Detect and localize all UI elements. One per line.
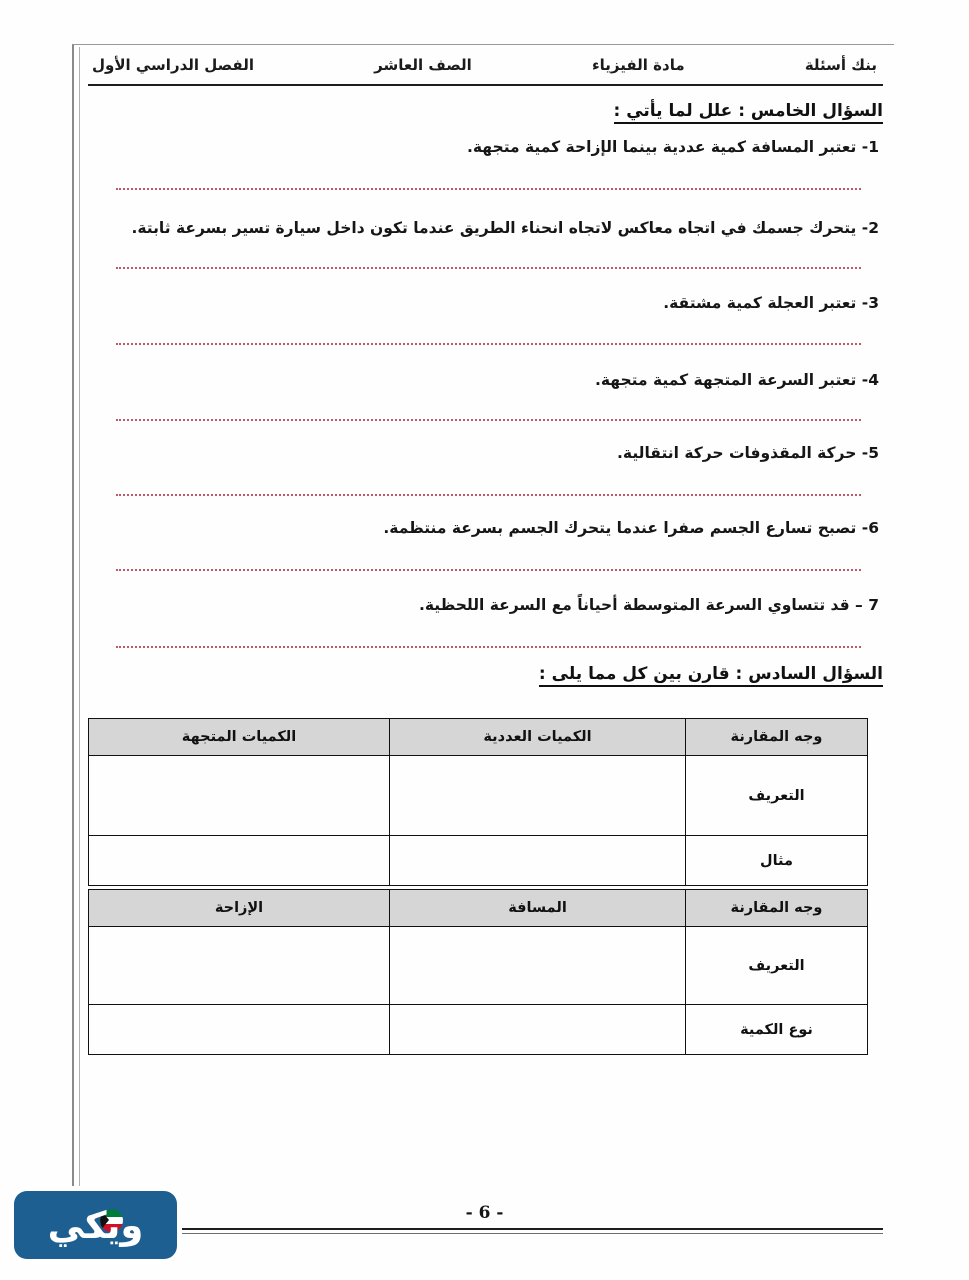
footer-divider-rule [88, 1228, 883, 1230]
table-two-cell-definition-distance[interactable] [390, 927, 686, 1005]
table-two-header-distance: المسافة [390, 890, 686, 927]
question-five-item-2: 2- يتحرك جسمك في اتجاه معاكس لاتجاه انحناء الطريق عندما تكون داخل سيارة تسير بسرعة ثابتة. [131, 219, 879, 237]
comparison-table-scalar-vector [88, 718, 868, 886]
table-two-cell-quantity-type-displacement[interactable] [89, 1005, 390, 1055]
page-number: - 6 - [465, 1203, 504, 1223]
wiki-watermark-badge [14, 1191, 177, 1259]
table-row [89, 756, 868, 836]
answer-line-2 [116, 267, 861, 269]
table-two-cell-definition-displacement[interactable] [89, 927, 390, 1005]
table-two-header-displacement: الإزاحة [89, 890, 390, 927]
table-two-cell-quantity-type-distance[interactable] [390, 1005, 686, 1055]
table-one-header-vector: الكميات المتجهة [89, 719, 390, 756]
question-five-item-7: 7 – قد تتساوي السرعة المتوسطة أحياناً مع السرعة اللحظية. [419, 596, 879, 614]
table-one-cell-definition-scalar[interactable] [390, 756, 686, 836]
table-one-header-scalar: الكميات العددية [390, 719, 686, 756]
table-one-cell-example-vector[interactable] [89, 836, 390, 886]
answer-line-5 [116, 494, 861, 496]
comparison-table-distance-displacement [88, 889, 868, 1055]
header-question-bank: بنك أسئلة [804, 56, 877, 74]
table-row [89, 1005, 868, 1055]
question-six-heading: السؤال السادس : قارن بين كل مما يلى : [539, 664, 883, 687]
answer-line-3 [116, 343, 861, 345]
table-two-row-label-definition: التعريف [686, 927, 868, 1005]
table-one-cell-definition-vector[interactable] [89, 756, 390, 836]
footer-divider-rule-secondary [88, 1233, 883, 1234]
table-one-cell-example-scalar[interactable] [390, 836, 686, 886]
header-subject: مادة الفيزياء [591, 56, 685, 74]
table-two-header-compare: وجه المقارنة [686, 890, 868, 927]
question-five-item-1: 1- تعتبر المسافة كمية عددية بينما الإزاحة كمية متجهة. [467, 138, 879, 156]
table-two-row-label-quantity-type: نوع الكمية [686, 1005, 868, 1055]
document-header [88, 56, 883, 74]
table-one-header-compare: وجه المقارنة [686, 719, 868, 756]
table-header-row [89, 890, 868, 927]
header-divider-rule [88, 84, 883, 86]
table-one-row-label-definition: التعريف [686, 756, 868, 836]
table-header-row [89, 719, 868, 756]
answer-line-7 [116, 646, 861, 648]
header-grade: الصف العاشر [374, 56, 472, 74]
question-five-heading: السؤال الخامس : علل لما يأتي : [614, 101, 884, 124]
question-five-item-3: 3- تعتبر العجلة كمية مشتقة. [663, 294, 879, 312]
answer-line-6 [116, 569, 861, 571]
answer-line-4 [116, 419, 861, 421]
question-five-item-4: 4- تعتبر السرعة المتجهة كمية متجهة. [594, 371, 879, 389]
table-row [89, 836, 868, 886]
question-five-item-6: 6- تصبح تسارع الجسم صفرا عندما يتحرك الجسم بسرعة منتظمة. [383, 519, 879, 537]
answer-line-1 [116, 188, 861, 190]
question-five-item-5: 5- حركة المقذوفات حركة انتقالية. [617, 444, 879, 462]
watermark-label: ويكي [47, 1203, 144, 1247]
table-row [89, 927, 868, 1005]
header-term: الفصل الدراسي الأول [92, 56, 254, 74]
table-one-row-label-example: مثال [686, 836, 868, 886]
